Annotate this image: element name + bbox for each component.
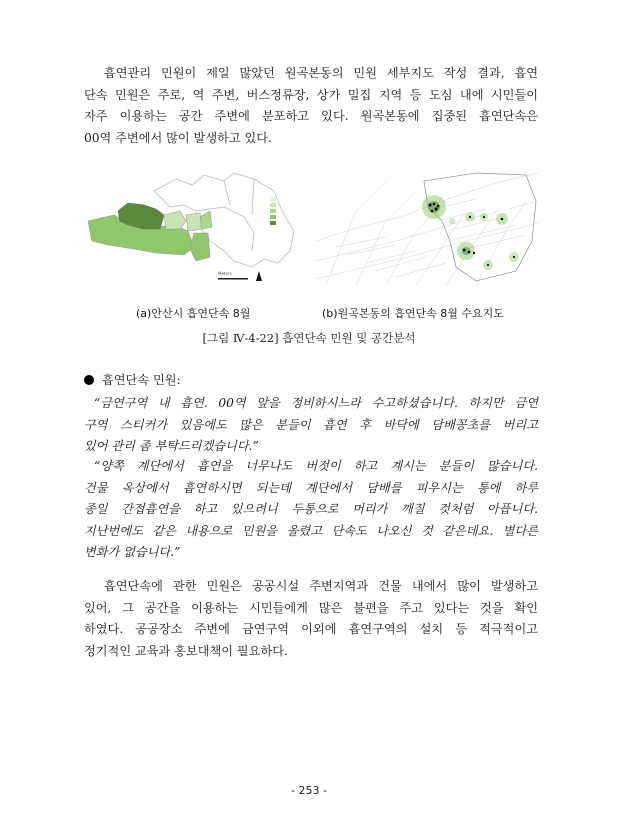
figure-caption-b: (b)원곡본동의 흡연단속 8월 수요지도 bbox=[322, 307, 504, 320]
quote-line: 건물 옥상에서 흡연하시면 되는데 계단에서 담배를 피우시는 통에 하루 bbox=[84, 480, 538, 495]
page-number: - 253 - bbox=[291, 784, 327, 797]
text-line: 흡연단속에 관한 민원은 공공시설 주변지역과 건물 내에서 많이 발생하고 bbox=[104, 579, 538, 593]
quote-line: 있어 관리 좀 부탁드리겠습니다.” bbox=[84, 439, 259, 453]
text-line: 단속 민원은 주로, 역 주변, 버스정류장, 상가 밀집 지역 등 도심 내에 시민들이 bbox=[84, 87, 538, 102]
map-a-scale-label: Meters bbox=[218, 271, 232, 276]
bullet-title: 흡연단속 민원: bbox=[102, 373, 181, 387]
wongok-demand-map bbox=[316, 171, 538, 285]
figure-caption-a: (a)안산시 흡연단속 8월 bbox=[136, 307, 251, 320]
quote-line: 구역 스티커가 있음에도 많은 분들이 흡연 후 바닥에 담배꽁초를 버리고 bbox=[84, 417, 538, 432]
conclusion-paragraph bbox=[84, 576, 538, 662]
text-line: 하였다. 공공장소 주변에 금연구역 이외에 흡연구역의 설치 등 적극적이고 bbox=[84, 622, 538, 636]
ansan-city-map bbox=[84, 171, 306, 285]
quote-line: 종일 간접흡연을 하고 있으려니 두통으로 머리가 깨질 것처럼 아픕니다. bbox=[84, 502, 538, 516]
text-line: 정기적인 교육과 홍보대책이 필요하다. bbox=[84, 643, 288, 658]
text-line: 00역 주변에서 많이 발생하고 있다. bbox=[84, 130, 272, 145]
figure-maps bbox=[84, 171, 538, 291]
quote-line: “금연구역 내 흡연. 00역 앞을 정비하시느라 수고하셨습니다. 하지만 금연 bbox=[94, 396, 538, 410]
section-bullet-heading bbox=[84, 371, 181, 388]
quote-line: 변화가 없습니다.” bbox=[84, 545, 181, 559]
text-line: 흡연관리 민원이 제일 많았던 원곡본동의 민원 세부지도 작성 결과, 흡연 bbox=[104, 66, 538, 80]
text-line: 자주 이용하는 공간 주변에 분포하고 있다. 원곡본동에 집중된 흡연단속은 bbox=[84, 109, 538, 123]
text-line: 있어, 그 공간을 이용하는 시민들에게 많은 불편을 주고 있다는 것을 확인 bbox=[84, 600, 538, 615]
bullet-icon bbox=[84, 375, 94, 385]
north-arrow-icon bbox=[256, 271, 262, 281]
quote-line: “양쪽 계단에서 흡연을 너무나도 버젓이 하고 계시는 분들이 많습니다. bbox=[94, 459, 538, 473]
citizen-quote-1 bbox=[84, 393, 538, 458]
intro-paragraph bbox=[84, 63, 538, 149]
quote-line: 지난번에도 같은 내용으로 민원을 올렸고 단속도 나오신 것 같은데요. 별다른 bbox=[84, 523, 538, 538]
citizen-quote-2 bbox=[84, 456, 538, 564]
figure-title: [그림 Ⅳ-4-22] 흡연단속 민원 및 공간분석 bbox=[202, 331, 416, 345]
